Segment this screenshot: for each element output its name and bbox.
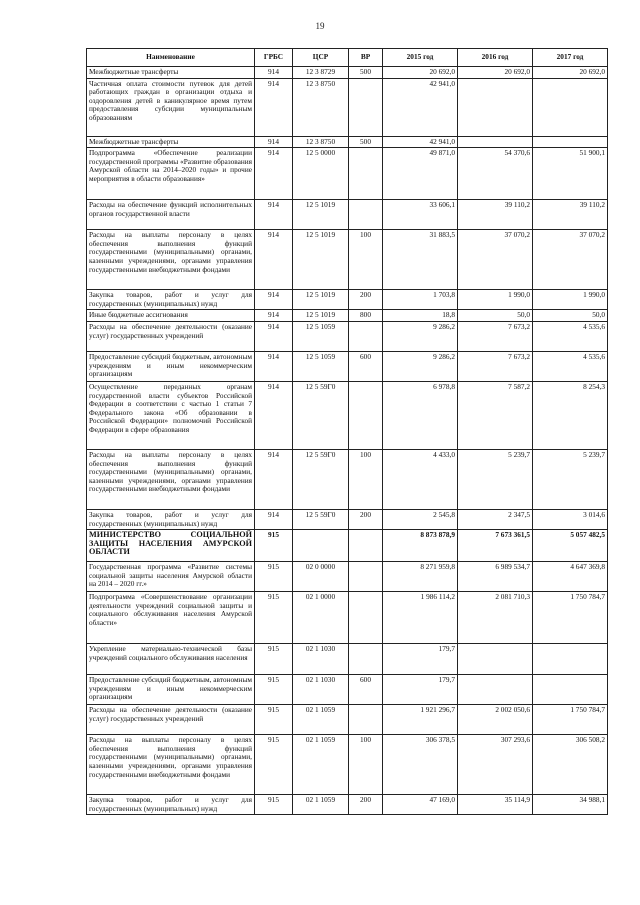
row-2016: 50,0 (458, 310, 533, 322)
row-2017: 4 647 369,8 (533, 562, 608, 592)
row-vr: 600 (349, 675, 383, 705)
row-2017: 5 239,7 (533, 449, 608, 509)
row-2015: 6 978,8 (383, 381, 458, 449)
row-grbs: 915 (255, 530, 293, 562)
row-csr: 12 5 59Г0 (293, 381, 349, 449)
table-row (87, 644, 608, 675)
row-2017: 3 014,6 (533, 509, 608, 529)
row-2016: 5 239,7 (458, 449, 533, 509)
row-name: Расходы на обеспечение деятельности (оказание услуг) государственных учреждений (87, 705, 255, 735)
row-csr (293, 530, 349, 562)
table-row (87, 321, 608, 351)
table-row (87, 795, 608, 815)
row-vr (349, 148, 383, 200)
budget-table (86, 48, 608, 815)
header-csr: ЦСР (293, 49, 349, 67)
row-csr: 02 1 1059 (293, 795, 349, 815)
row-2015: 31 883,5 (383, 230, 458, 290)
row-2016 (458, 675, 533, 705)
row-grbs: 914 (255, 509, 293, 529)
row-grbs: 915 (255, 675, 293, 705)
row-name: Укрепление материально-технической базы учреждений социального обслуживания населения (87, 644, 255, 675)
row-grbs: 914 (255, 290, 293, 310)
row-2017: 20 692,0 (533, 67, 608, 79)
row-vr (349, 321, 383, 351)
row-2017 (533, 78, 608, 136)
row-name: Частичная оплата стоимости путевок для детей работающих граждан в организации отдыха и оздоровления детей в каникулярное время путем предоставления субсидии муниципальным образованиям (87, 78, 255, 136)
row-name: Расходы на обеспечение функций исполнительных органов государственной власти (87, 200, 255, 230)
row-vr: 600 (349, 351, 383, 381)
row-2016: 7 673 361,5 (458, 530, 533, 562)
row-2015: 9 286,2 (383, 321, 458, 351)
row-name: Закупка товаров, работ и услуг для государственных (муниципальных) нужд (87, 290, 255, 310)
table-row (87, 136, 608, 148)
row-csr: 02 1 1059 (293, 735, 349, 795)
row-2015: 1 703,8 (383, 290, 458, 310)
row-2015: 1 986 114,2 (383, 592, 458, 644)
table-row (87, 351, 608, 381)
row-2016: 307 293,6 (458, 735, 533, 795)
header-vr: ВР (349, 49, 383, 67)
row-2016: 7 587,2 (458, 381, 533, 449)
header-name: Наименование (87, 49, 255, 67)
row-vr (349, 644, 383, 675)
row-2017: 51 900,1 (533, 148, 608, 200)
row-csr: 12 5 1019 (293, 290, 349, 310)
row-vr: 500 (349, 67, 383, 79)
row-2015: 179,7 (383, 644, 458, 675)
row-2015: 306 378,5 (383, 735, 458, 795)
row-2015: 49 871,0 (383, 148, 458, 200)
table-row (87, 200, 608, 230)
row-2015: 4 433,0 (383, 449, 458, 509)
row-grbs: 915 (255, 592, 293, 644)
table-row (87, 381, 608, 449)
table-row (87, 592, 608, 644)
row-grbs: 914 (255, 136, 293, 148)
header-2016: 2016 год (458, 49, 533, 67)
row-name: Расходы на выплаты персоналу в целях обеспечения выполнения функций государственными (муниципальными) органами, казенными учреждениями, органами управления государственными внебюджетными фондами (87, 449, 255, 509)
header-2015: 2015 год (383, 49, 458, 67)
row-2017: 4 535,6 (533, 321, 608, 351)
row-grbs: 915 (255, 644, 293, 675)
row-vr (349, 705, 383, 735)
row-2015: 8 271 959,8 (383, 562, 458, 592)
row-grbs: 914 (255, 321, 293, 351)
row-name: Подпрограмма «Совершенствование организации деятельности учреждений социальной защиты и социального обслуживания населения Амурской области» (87, 592, 255, 644)
table-row (87, 562, 608, 592)
table-row (87, 735, 608, 795)
row-name: Подпрограмма «Обеспечение реализации государственной программы «Развитие образования Амурской области на 2014–2020 годы» и прочие мероприятия в области образования» (87, 148, 255, 200)
row-vr (349, 381, 383, 449)
row-name: Закупка товаров, работ и услуг для государственных (муниципальных) нужд (87, 509, 255, 529)
row-csr: 02 0 0000 (293, 562, 349, 592)
row-csr: 12 3 8750 (293, 136, 349, 148)
row-2017 (533, 136, 608, 148)
row-grbs: 914 (255, 200, 293, 230)
table-row (87, 310, 608, 322)
row-2015: 18,8 (383, 310, 458, 322)
row-name: Предоставление субсидий бюджетным, автономным учреждениям и иным некоммерческим организациям (87, 675, 255, 705)
row-name: Расходы на выплаты персоналу в целях обеспечения выполнения функций государственными (муниципальными) органами, казенными учреждениями, органами управления государственными внебюджетными фондами (87, 230, 255, 290)
header-2017: 2017 год (533, 49, 608, 67)
table-row (87, 230, 608, 290)
row-csr: 12 5 1059 (293, 321, 349, 351)
table-row (87, 148, 608, 200)
row-vr (349, 562, 383, 592)
row-name: Иные бюджетные ассигнования (87, 310, 255, 322)
row-name: Межбюджетные трансферты (87, 67, 255, 79)
row-2016: 6 989 534,7 (458, 562, 533, 592)
table-header-row (87, 49, 608, 67)
row-vr: 100 (349, 230, 383, 290)
table-row (87, 67, 608, 79)
row-2017: 1 750 784,7 (533, 592, 608, 644)
row-2016: 1 990,0 (458, 290, 533, 310)
row-2017: 4 535,6 (533, 351, 608, 381)
row-vr: 500 (349, 136, 383, 148)
row-2016: 2 081 710,3 (458, 592, 533, 644)
row-2017: 8 254,3 (533, 381, 608, 449)
row-2017: 1 750 784,7 (533, 705, 608, 735)
table-row (87, 449, 608, 509)
row-vr (349, 200, 383, 230)
row-grbs: 914 (255, 449, 293, 509)
row-2015: 8 873 878,9 (383, 530, 458, 562)
row-2016: 2 002 050,6 (458, 705, 533, 735)
table-row (87, 509, 608, 529)
row-csr: 12 5 1019 (293, 230, 349, 290)
row-2017: 1 990,0 (533, 290, 608, 310)
table-row (87, 290, 608, 310)
row-grbs: 915 (255, 705, 293, 735)
row-2015: 42 941,0 (383, 78, 458, 136)
row-2016: 39 110,2 (458, 200, 533, 230)
table-row (87, 705, 608, 735)
row-name: Закупка товаров, работ и услуг для государственных (муниципальных) нужд (87, 795, 255, 815)
row-2017: 34 988,1 (533, 795, 608, 815)
row-csr: 02 1 1030 (293, 644, 349, 675)
row-2016: 7 673,2 (458, 321, 533, 351)
row-2016: 2 347,5 (458, 509, 533, 529)
row-2017: 306 508,2 (533, 735, 608, 795)
row-csr: 12 5 1019 (293, 200, 349, 230)
row-2015: 2 545,8 (383, 509, 458, 529)
page-number: 19 (315, 21, 325, 31)
row-vr: 200 (349, 795, 383, 815)
row-vr: 100 (349, 735, 383, 795)
row-2016 (458, 644, 533, 675)
row-2016: 7 673,2 (458, 351, 533, 381)
row-csr: 12 5 1059 (293, 351, 349, 381)
row-csr: 02 1 1030 (293, 675, 349, 705)
row-2015: 9 286,2 (383, 351, 458, 381)
row-vr (349, 530, 383, 562)
row-2016: 35 114,9 (458, 795, 533, 815)
row-csr: 02 1 1059 (293, 705, 349, 735)
row-grbs: 914 (255, 381, 293, 449)
row-2017: 39 110,2 (533, 200, 608, 230)
row-2017 (533, 644, 608, 675)
row-2017 (533, 675, 608, 705)
row-csr: 12 3 8729 (293, 67, 349, 79)
row-name: Расходы на обеспечение деятельности (оказание услуг) государственных учреждений (87, 321, 255, 351)
row-csr: 12 5 59Г0 (293, 509, 349, 529)
row-name: Предоставление субсидий бюджетным, автономным учреждениям и иным некоммерческим организациям (87, 351, 255, 381)
row-grbs: 915 (255, 562, 293, 592)
row-grbs: 914 (255, 78, 293, 136)
row-name: Государственная программа «Развитие системы социальной защиты населения Амурской области на 2014 – 2020 гг.» (87, 562, 255, 592)
row-2015: 20 692,0 (383, 67, 458, 79)
row-csr: 02 1 0000 (293, 592, 349, 644)
row-csr: 12 5 59Г0 (293, 449, 349, 509)
row-grbs: 915 (255, 795, 293, 815)
row-2015: 42 941,0 (383, 136, 458, 148)
row-2017: 5 057 482,5 (533, 530, 608, 562)
row-csr: 12 5 1019 (293, 310, 349, 322)
row-2015: 179,7 (383, 675, 458, 705)
row-name: МИНИСТЕРСТВО СОЦИАЛЬНОЙ ЗАЩИТЫ НАСЕЛЕНИЯ АМУРСКОЙ ОБЛАСТИ (87, 530, 255, 562)
row-vr: 800 (349, 310, 383, 322)
row-2015: 33 606,1 (383, 200, 458, 230)
row-2016: 54 370,6 (458, 148, 533, 200)
row-vr: 100 (349, 449, 383, 509)
row-grbs: 914 (255, 351, 293, 381)
row-vr: 200 (349, 290, 383, 310)
row-2016: 20 692,0 (458, 67, 533, 79)
row-csr: 12 3 8750 (293, 78, 349, 136)
header-grbs: ГРБС (255, 49, 293, 67)
row-grbs: 914 (255, 230, 293, 290)
row-grbs: 914 (255, 148, 293, 200)
row-2016 (458, 136, 533, 148)
row-vr: 200 (349, 509, 383, 529)
row-2016: 37 070,2 (458, 230, 533, 290)
row-name: Расходы на выплаты персоналу в целях обеспечения выполнения функций государственными (муниципальными) органами, казенными учреждениями, органами управления государственными внебюджетными фондами (87, 735, 255, 795)
table-row (87, 675, 608, 705)
row-2015: 1 921 296,7 (383, 705, 458, 735)
table-row (87, 78, 608, 136)
row-csr: 12 5 0000 (293, 148, 349, 200)
row-vr (349, 592, 383, 644)
row-grbs: 914 (255, 310, 293, 322)
row-vr (349, 78, 383, 136)
row-2017: 37 070,2 (533, 230, 608, 290)
row-grbs: 915 (255, 735, 293, 795)
row-grbs: 914 (255, 67, 293, 79)
row-2017: 50,0 (533, 310, 608, 322)
row-2016 (458, 78, 533, 136)
row-2015: 47 169,0 (383, 795, 458, 815)
row-name: Осуществление переданных органам государственной власти субъектов Российской Федерации в соответствии с частью 1 статьи 7 Федерального закона «Об образовании в Российской Федерации» полномочий Российской Федерации в сфере образования (87, 381, 255, 449)
row-name: Межбюджетные трансферты (87, 136, 255, 148)
table-row-ministry (87, 530, 608, 562)
